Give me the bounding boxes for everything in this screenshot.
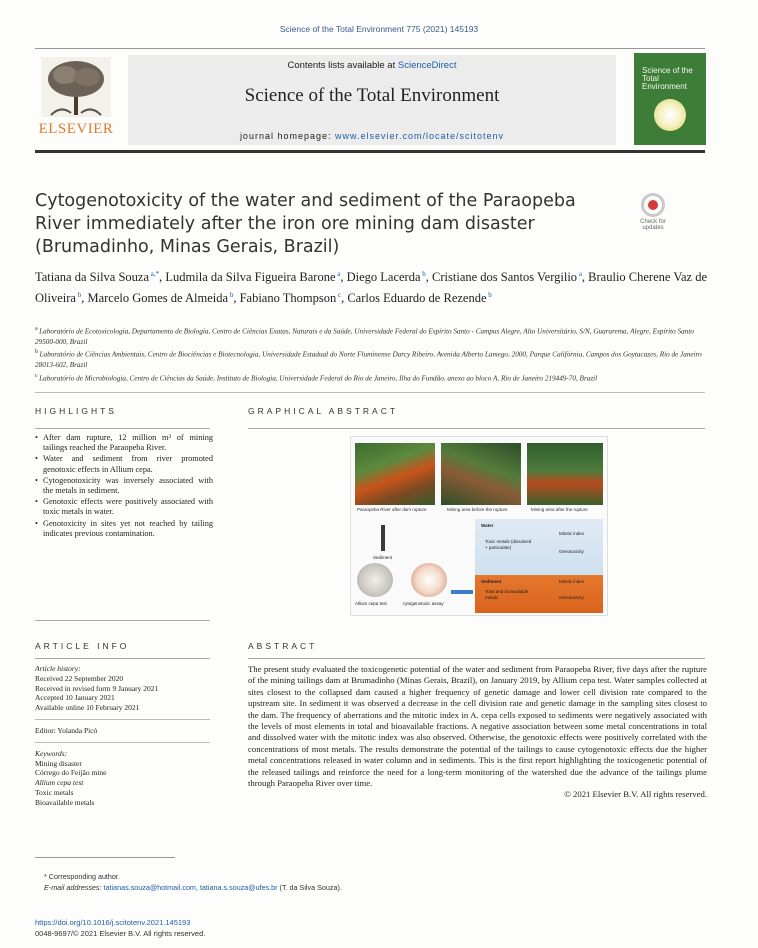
cover-title: Science of the Total Environment	[642, 66, 693, 91]
author-name[interactable]: Cristiane dos Santos Vergilio	[432, 270, 578, 285]
contents-line	[128, 60, 616, 71]
sediment-metals: Total and bioavailable metals	[485, 589, 529, 600]
author-affiliation-marker: b	[75, 290, 82, 299]
journal-homepage	[128, 131, 616, 141]
highlight-item: • After dam rupture, 12 million m³ of mining tailings reached the Paraopeba River.	[35, 433, 213, 453]
accepted-date: Accepted 10 January 2021	[35, 693, 115, 703]
author-affiliation-marker: c	[336, 290, 342, 299]
footnote: * Corresponding author. E-mail addresses: tatianas.souza@hotmail.com, tatiana.s.souza@ufes.br (T. da Silva Souza).	[44, 872, 342, 892]
affiliation: $^c$ Laboratório de Microbiologia, Centro de Ciências da Saúde, Instituto de Biologia, Universidade Federal do Rio de Janeiro, Ilha do Fundão, anexo ao bloco A, Rio de Janeiro 219449-70, Brazil	[35, 372, 598, 383]
history-label: Article history:	[35, 664, 81, 673]
author-name[interactable]: Ludmila da Silva Figueira Barone	[165, 270, 336, 285]
issn-line: 0048-9697/© 2021 Elsevier B.V. All rights reserved.	[35, 928, 206, 938]
photo-caption: Mining area before the rupture	[447, 507, 508, 512]
article-info-heading: ARTICLE INFO	[35, 641, 130, 651]
highlight-item: • Genotoxic effects were positively associated with toxic metals in water.	[35, 497, 213, 517]
flow-arrow	[381, 525, 385, 551]
keyword: Mining disaster	[35, 758, 82, 768]
water-genotox: Genotoxicity	[559, 549, 584, 554]
mining-before-photo	[441, 443, 521, 505]
article-info	[35, 664, 213, 808]
journal-title: Science of the Total Environment	[244, 85, 500, 106]
editor: Editor: Yolanda Picó	[35, 725, 98, 735]
flow-arrow	[451, 590, 473, 594]
sciencedirect-link[interactable]: ScienceDirect	[397, 60, 457, 71]
highlight-item: • Genotoxicity in sites yet not reached by tailing indicates previous contamination.	[35, 519, 213, 539]
keywords-label: Keywords:	[35, 748, 68, 758]
author-name[interactable]: Marcelo Gomes de Almeida	[87, 290, 229, 305]
sediment-label: Sediment	[481, 579, 502, 584]
affiliations	[35, 324, 715, 384]
author-affiliation-marker: a	[577, 270, 582, 278]
water-mitotic: Mitotic index	[559, 531, 585, 536]
allium-label: Allium cepa test	[355, 601, 387, 606]
sample-label: Sediment	[373, 555, 393, 560]
author-affiliation-marker: b	[420, 270, 426, 278]
check-updates-label: Check for updates	[640, 219, 666, 231]
check-for-updates-button[interactable]	[634, 193, 672, 231]
microscopy-image	[357, 563, 393, 597]
graphical-abstract-heading: GRAPHICAL ABSTRACT	[248, 406, 399, 416]
highlight-item: • Water and sediment from river promoted genotoxic effects in Allium cepa.	[35, 454, 213, 474]
email-suffix: (T. da Silva Souza).	[277, 882, 342, 892]
river-photo	[355, 443, 435, 505]
info-divider	[35, 719, 210, 720]
keyword: Córrego do Feijão mine	[35, 768, 107, 778]
water-panel	[475, 519, 603, 575]
elsevier-tree-icon	[41, 57, 111, 117]
top-divider	[35, 48, 705, 49]
doi-block	[35, 918, 435, 939]
author-name[interactable]: Tatiana da Silva Souza	[35, 270, 150, 285]
graphical-abstract-image[interactable]	[350, 436, 608, 616]
article-title: Cytogenotoxicity of the water and sediment of the Paraopeba River immediately after the iron ore mining dam disaster (Brumadinho, Minas Gerais, Brazil)	[35, 191, 576, 257]
author-affiliation-marker: b	[486, 290, 492, 299]
cyto-label: cytogenotoxic assay	[403, 601, 444, 606]
email-link[interactable]: tatiana.s.souza@ufes.br	[199, 882, 278, 892]
homepage-prefix: journal homepage:	[239, 131, 335, 141]
elsevier-logo[interactable]	[35, 55, 117, 147]
photo-caption: Paraopeba River after dam rupture	[357, 507, 427, 512]
sediment-genotox: Genotoxicity	[559, 595, 584, 600]
affiliation: $^a$ Laboratório de Ecotoxicologia, Departamento de Biologia, Centro de Ciências Exatas, Naturais e da Saúde, Universidade Federal do Espírito Santo - Campus Alegre, Alto Universitário, S/N, Guararema, Alegre, Espírito Santo 29500-000, Brazil	[35, 326, 694, 346]
microscopy-image	[411, 563, 447, 597]
abstract-text: The present study evaluated the toxicogenetic potential of the water and sediment from Paraopeba River, five days after the rupture of the mining tailings dam at Brumadinho (Minas Gerais, Brazil), on January 2019, by Allium cepa test. Water samples collected at sites closest to the collapsed dam caused a higher frequency of genetic damage and lower cell division rate compared to the upstream site. In sediment it was observed a decrease in the cell division rate and genetic damage in the sampling sites closest to the dam. The frequency of aberrations and the mitotic index in A. cepa cells exposed to sediments were negatively associated with the levels of most elements in total and bioavailable fractions. A negative association between some metal concentrations in total and dissolved water with the mitotic index was also observed. Otherwise, the genotoxic effects were positively correlated with the concentrations of most metals. The results demonstrate the potential of the tailings to cause cytogenotoxic effects due the higher metal concentrations released in water column and in sediments. This is the first report highlighting the toxicogenetic potential of the released tailings and reinforce the need for a long-term monitoring of the watershed due the advance of the tailings plume through Paraopeba River over time.	[248, 664, 707, 789]
abstract	[248, 664, 707, 801]
keyword: Bioavailable metals	[35, 797, 95, 807]
homepage-link[interactable]: www.elsevier.com/locate/scitotenv	[335, 131, 505, 141]
article-info-rule	[35, 658, 210, 659]
author-affiliation-marker: b	[228, 290, 234, 299]
sediment-panel	[475, 575, 603, 613]
header-rule	[35, 150, 705, 153]
author-list: Tatiana da Silva Souza $^{a,*}$, Ludmila da Silva Figueira Barone $^a$, Diego Lacerda $^b$, Cristiane dos Santos Vergilio $^a$, Braulio Cherene Vaz de Oliveira $^b$, Marcelo Gomes de Almeida $^b$, Fabiano Thompson $^c$, Carlos Eduardo de Rezende $^b$	[35, 270, 707, 305]
highlights-bottom-rule	[35, 620, 210, 621]
cover-image	[654, 99, 686, 131]
journal-cover[interactable]	[634, 53, 706, 145]
highlight-item: • Cytogenotoxicity was inversely associated with the metals in sediment.	[35, 476, 213, 496]
doi-link[interactable]: https://doi.org/10.1016/j.scitotenv.2021.145193	[35, 918, 191, 927]
info-divider	[35, 742, 210, 743]
author-affiliation-marker: a	[335, 270, 341, 278]
highlights-rule	[35, 428, 210, 429]
mining-after-photo	[527, 443, 603, 505]
water-label: Water	[481, 523, 494, 528]
author-name[interactable]: Diego Lacerda	[346, 270, 421, 285]
author-name[interactable]: Braulio Cherene Vaz de Oliveira	[35, 270, 707, 305]
revised-date: Received in revised form 9 January 2021	[35, 683, 159, 693]
abstract-copyright: © 2021 Elsevier B.V. All rights reserved.	[564, 789, 707, 800]
publisher-name: ELSEVIER	[38, 121, 114, 137]
journal-citation: Science of the Total Environment 775 (2021) 145193	[279, 24, 479, 34]
photo-caption: Mining area after the rupture	[531, 507, 588, 512]
abstract-heading: ABSTRACT	[248, 641, 318, 651]
author-name[interactable]: Fabiano Thompson	[239, 290, 337, 305]
footnote-rule	[35, 857, 175, 858]
received-date: Received 22 September 2020	[35, 673, 124, 683]
keyword: Toxic metals	[35, 787, 74, 797]
abstract-rule	[248, 658, 705, 659]
email-label: E-mail addresses:	[44, 882, 104, 892]
journal-header	[128, 55, 616, 145]
online-date: Available online 10 February 2021	[35, 703, 140, 713]
contents-prefix: Contents lists available at	[287, 60, 398, 71]
highlights-list	[35, 433, 213, 540]
check-updates-icon	[641, 193, 665, 217]
section-divider	[35, 392, 705, 393]
email-separator: ,	[195, 882, 200, 892]
water-metals: Toxic metals (dissolved + particulate)	[485, 539, 532, 550]
author-name[interactable]: Carlos Eduardo de Rezende	[347, 290, 487, 305]
graphical-abstract-rule	[248, 428, 705, 429]
corresponding-author-note: Corresponding author.	[48, 872, 120, 881]
email-link[interactable]: tatianas.souza@hotmail.com	[103, 882, 196, 892]
keyword: Allium cepa test	[35, 778, 84, 788]
highlights-heading: HIGHLIGHTS	[35, 406, 117, 416]
sediment-mitotic: Mitotic index	[559, 579, 585, 584]
author-affiliation-marker: a,*	[149, 270, 160, 278]
affiliation: $^b$ Laboratório de Ciências Ambientais, Centro de Biociências e Biotecnologia, Universidade Estadual do Norte Fluminense Darcy Ribeiro, Avenida Alberto Lamego, 2000, Parque Califórnia, Campos dos Goytacazes, Rio de Janeiro 28013-602, Brazil	[35, 349, 702, 370]
